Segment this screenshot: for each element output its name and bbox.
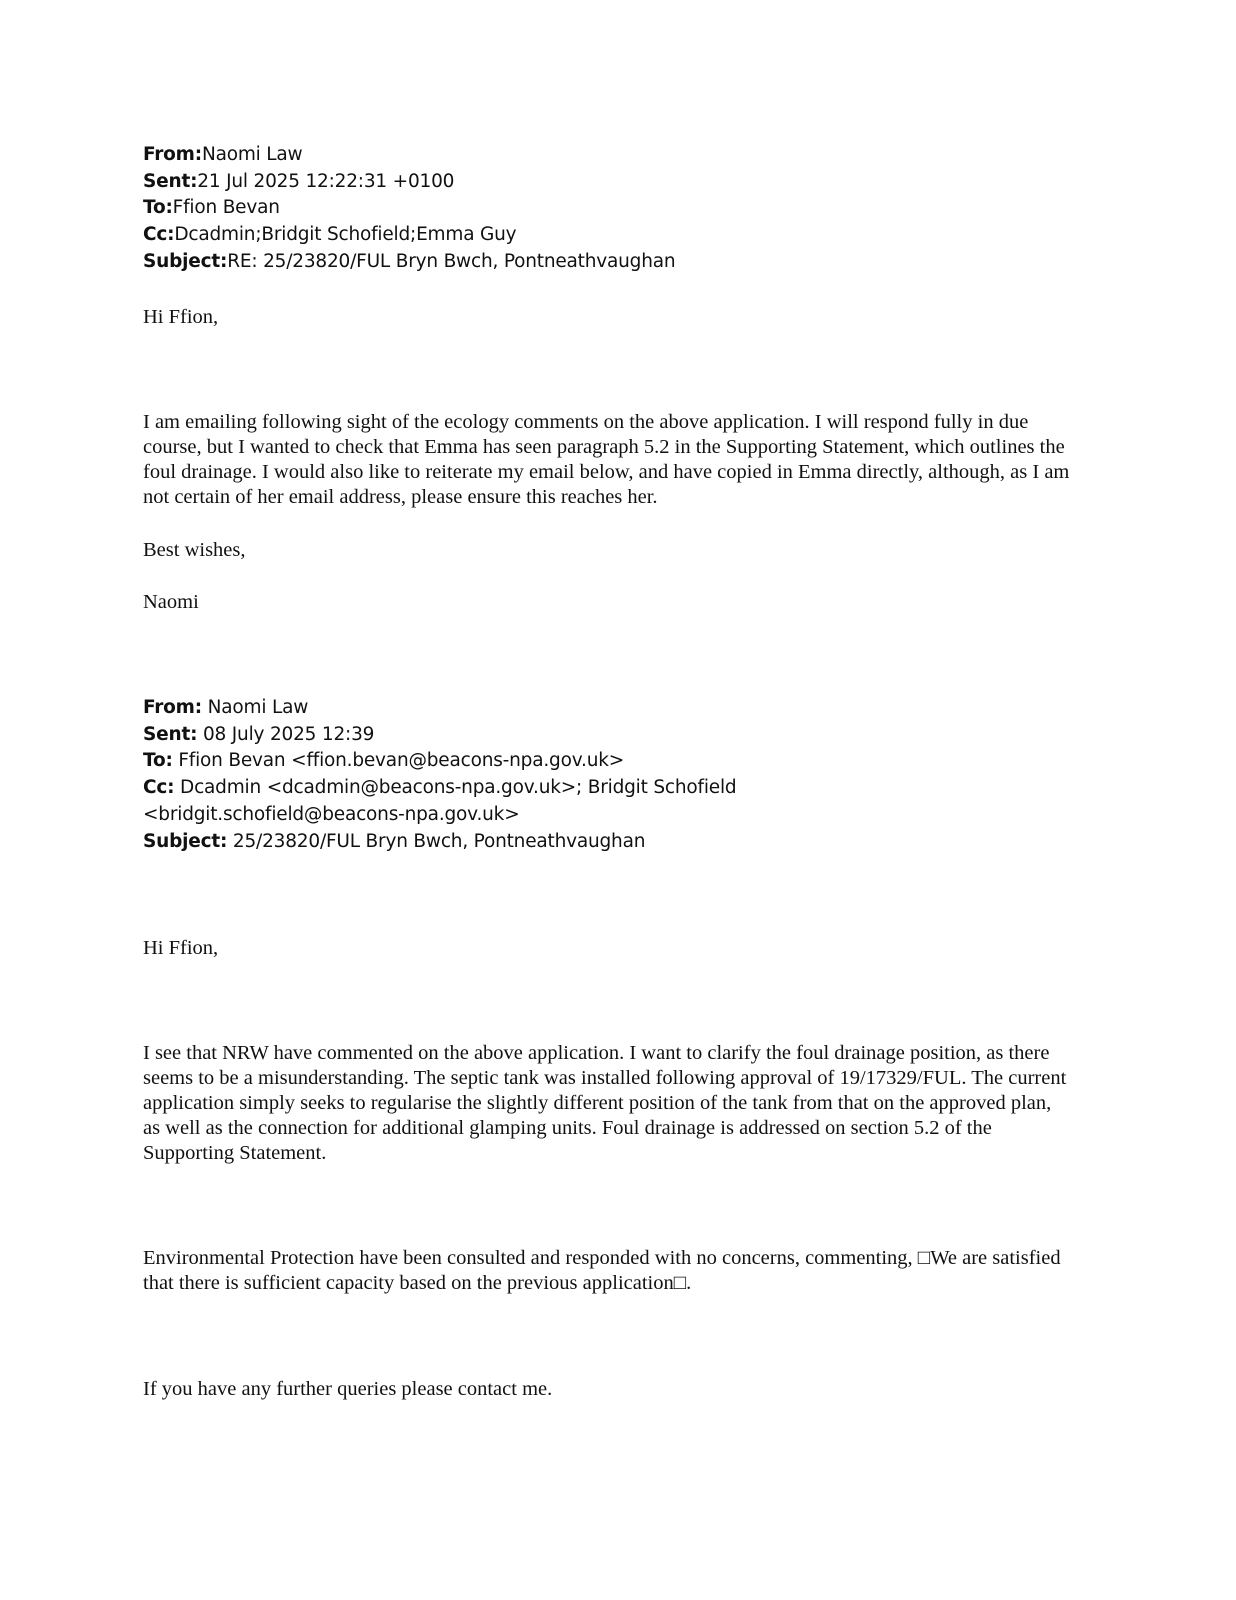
- email2-closing: If you have any further queries please contact me.: [143, 1378, 553, 1400]
- subject-label: Subject:: [143, 250, 228, 272]
- subject-label: Subject:: [143, 830, 228, 852]
- to-line: [143, 748, 983, 775]
- sent-line: [143, 169, 983, 196]
- sent-line: [143, 722, 983, 749]
- subject-value: RE: 25/23820/FUL Bryn Bwch, Pontneathvaughan: [227, 250, 676, 272]
- cc-line: [143, 222, 983, 249]
- from-value: Naomi Law: [207, 697, 309, 718]
- email2-greeting: Hi Ffion,: [143, 937, 219, 959]
- subject-line: [143, 249, 983, 276]
- subject-value: 25/23820/FUL Bryn Bwch, Pontneathvaughan: [232, 830, 646, 852]
- to-line: [143, 195, 983, 222]
- from-label: From:: [143, 144, 202, 165]
- subject-line: [143, 829, 983, 856]
- from-value: Naomi Law: [201, 144, 303, 165]
- sent-value: 21 Jul 2025 12:22:31 +0100: [197, 170, 455, 192]
- sent-label: Sent:: [143, 723, 198, 745]
- email1-signoff: Best wishes,: [143, 539, 246, 561]
- email1-paragraph: I am emailing following sight of the ecology comments on the above application. I will respond fully in due course, but I wanted to check that Emma has seen paragraph 5.2 in the Supporting Statement, which outlines the foul drainage. I would also like to reiterate my email below, and have copied in Emma directly, although, as I am not certain of her email address, please ensure this reaches her.: [143, 411, 1070, 508]
- from-label: From:: [143, 697, 202, 718]
- email1-greeting: Hi Ffion,: [143, 306, 219, 328]
- to-value: Ffion Bevan: [172, 197, 280, 219]
- email2-header: [143, 695, 983, 855]
- cc-label: Cc:: [143, 224, 175, 246]
- sent-value: 08 July 2025 12:39: [202, 723, 375, 745]
- email2-paragraph-1: I see that NRW have commented on the above application. I want to clarify the foul drainage position, as there seems to be a misunderstanding. The septic tank was installed following approval of 19/17329/FUL. The current application simply seeks to regularise the slightly different position of the tank from that on the approved plan, as well as the connection for additional glamping units. Foul drainage is addressed on section 5.2 of the Supporting Statement.: [143, 1042, 1067, 1164]
- from-line: [143, 695, 983, 722]
- to-label: To:: [143, 750, 173, 772]
- email1-header: [143, 142, 983, 276]
- to-value: Ffion Bevan <ffion.bevan@beacons-npa.gov.uk>: [178, 750, 625, 772]
- from-line: [143, 142, 983, 169]
- cc-value: Dcadmin;Bridgit Schofield;Emma Guy: [174, 224, 517, 246]
- sent-label: Sent:: [143, 170, 198, 192]
- email1-signature: Naomi: [143, 591, 199, 613]
- email2-paragraph-2: Environmental Protection have been consulted and responded with no concerns, commenting, □We are satisfied that there is sufficient capacity based on the previous application□.: [143, 1247, 1061, 1294]
- cc-value: Dcadmin <dcadmin@beacons-npa.gov.uk>; Bridgit Schofield <bridgit.schofield@beacons-npa.gov.uk>: [143, 777, 737, 825]
- cc-label: Cc:: [143, 777, 175, 799]
- cc-line: [143, 775, 983, 828]
- to-label: To:: [143, 197, 173, 219]
